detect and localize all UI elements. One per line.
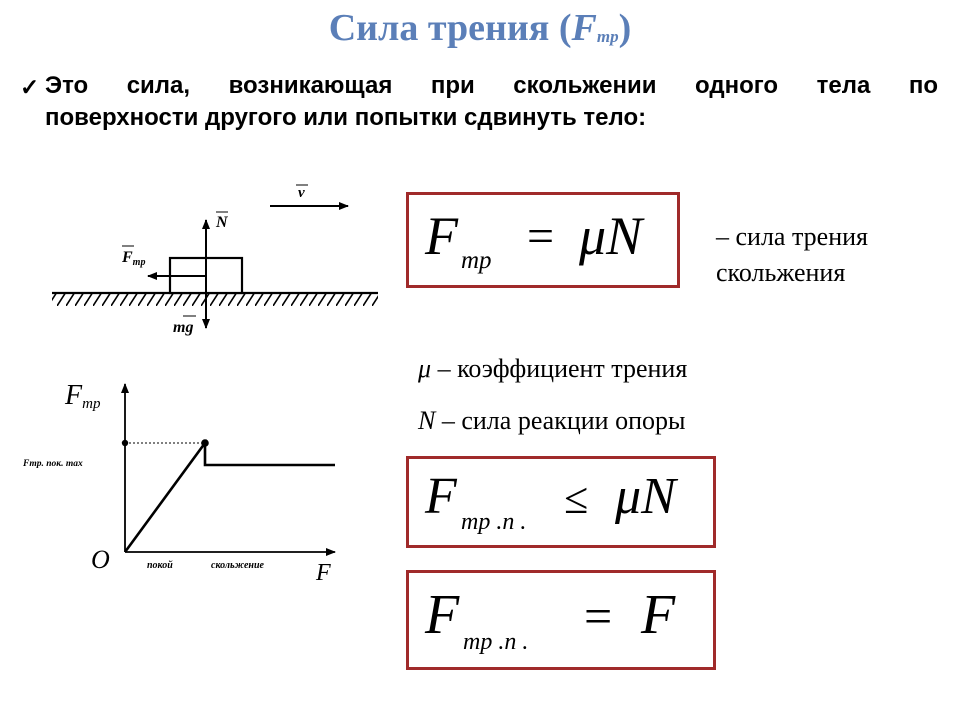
- x-axis-label: F: [316, 560, 331, 586]
- formula-1-rhs: μN: [579, 206, 643, 266]
- formula-2-rhs: μN: [615, 468, 676, 525]
- velocity-label: v: [298, 185, 305, 201]
- title-text: Сила трения (: [328, 7, 572, 49]
- formula-3-operator: =: [584, 588, 613, 644]
- formula-2-operator: ≤: [564, 474, 589, 523]
- checkmark-icon: ✓: [20, 74, 40, 100]
- definition-line-1: Это сила, возникающая при скольжении одного тела по: [45, 72, 938, 99]
- formula-3-lhs: F: [425, 584, 460, 646]
- y-axis-label: Fтр: [65, 380, 101, 412]
- formula-1-lhs: F: [425, 206, 458, 266]
- n-explanation: [418, 406, 685, 436]
- sliding-desc-line-2: скольжения: [716, 258, 846, 287]
- normal-force-label: N: [216, 214, 228, 231]
- friction-graph: [15, 362, 360, 592]
- mu-explanation: [418, 354, 687, 384]
- title-close: ): [618, 7, 632, 49]
- formula-box-static-equal: [406, 570, 716, 670]
- formula-2-lhs: F: [425, 468, 457, 525]
- rest-region-label: покой: [147, 560, 173, 571]
- formula-2-subscript: тр .п .: [461, 509, 527, 535]
- title-symbol: F: [571, 7, 597, 49]
- gravity-label: mg: [173, 319, 194, 336]
- n-text: – сила реакции опоры: [435, 406, 686, 435]
- block-diagram: [30, 180, 390, 345]
- formula-3-subscript: тр .п .: [463, 629, 529, 655]
- mu-symbol: μ: [418, 354, 432, 383]
- formula-box-static-max: [406, 456, 716, 548]
- formula-1-subscript: тр: [461, 247, 492, 274]
- peak-dot: [201, 439, 209, 447]
- n-symbol: N: [418, 406, 436, 435]
- slide-title: [0, 6, 960, 50]
- formula-3-rhs: F: [641, 584, 676, 646]
- formula-box-sliding: [406, 192, 680, 288]
- formula-1-operator: =: [527, 210, 555, 263]
- surface-hatching: [52, 294, 378, 306]
- title-subscript: тр: [596, 27, 619, 46]
- definition-bullet: [20, 70, 938, 134]
- friction-curve: [125, 443, 335, 552]
- max-tick-dot: [122, 440, 128, 446]
- definition-line-2: поверхности другого или попытки сдвинуть тело:: [45, 104, 647, 131]
- origin-label: O: [91, 545, 110, 574]
- sliding-region-label: скольжение: [211, 560, 264, 571]
- y-tick-label: Fтр. пок. max: [23, 459, 83, 469]
- friction-force-label: Fтр: [122, 249, 146, 268]
- sliding-desc-line-1: – сила трения: [716, 222, 868, 251]
- mu-text: – коэффициент трения: [431, 354, 688, 383]
